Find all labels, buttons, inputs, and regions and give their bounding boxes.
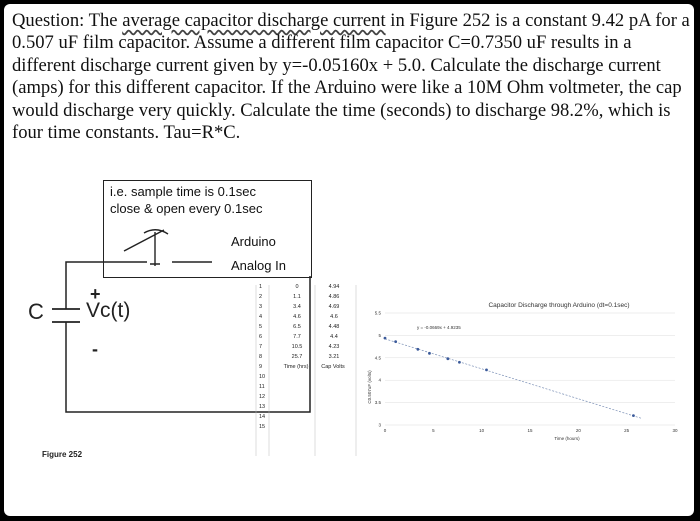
data-point [632,414,635,417]
x-tick-label: 10 [479,428,485,433]
vc-label: Vc(t) [86,299,131,322]
y-tick-label: 4.5 [374,355,381,361]
minus-sign: - [92,339,98,359]
data-point [446,357,449,360]
question-body: in Figure 252 is a constant 9.42 pA for a 0.507 uF film capacitor. Assume a different film capacitor C=0.7350 uF results in a different discharge current given by y=-0.05160x + 5.0. Calculate the discharge current (amps) for this different capacitor. If the Arduino were like a 10M Ohm voltmeter, the cap would discharge very quickly. Calculate the time (seconds) to discharge 98.2%, which is four time constants. Tau=R*C. [12,10,690,144]
table-row: 4 4.6 4.6 [259,314,338,320]
trendline-label: y = -0.0669x + 4.9235 [417,325,461,330]
table-row: 11 [259,384,265,390]
data-point [394,340,397,343]
sample-time-line: i.e. sample time is 0.1sec [110,184,256,199]
plus-sign: + [90,284,101,304]
discharge-chart [359,287,689,447]
x-axis-label: Time (hours) [554,436,580,441]
table-row: 12 [259,394,266,400]
table-row: 3 3.4 4.69 [259,304,340,310]
data-point [416,348,419,351]
y-tick-label: 5.5 [374,310,381,316]
x-tick-label: 15 [527,428,533,433]
y-tick-label: 3 [378,422,381,428]
figure-caption: Figure 252 [42,450,83,459]
table-row: 15 [259,424,266,430]
table-row: 8 25.7 3.21 [259,354,340,360]
table-header-row: 9 Time (hrs) Cap Volts [259,364,345,370]
close-open-line: close & open every 0.1sec [110,201,263,216]
data-point [458,361,461,364]
table-row: 1 0 4.94 [259,284,340,290]
table-row: 7 10.5 4.23 [259,344,340,350]
question-lead: Question: The [12,10,123,31]
x-tick-label: 25 [624,428,630,433]
y-tick-label: 5 [378,332,381,338]
table-row: 5 6.5 4.48 [259,324,340,330]
y-tick-label: 4 [378,377,381,383]
document-page [4,4,694,516]
data-point [384,337,387,340]
table-row: 6 7.7 4.4 [259,334,338,340]
switch-icon [124,230,168,266]
x-tick-label: 20 [575,428,581,433]
table-row: 14 [259,414,266,420]
data-point [428,352,431,355]
data-point [485,368,488,371]
trendline [385,339,641,418]
question-underlined-phrase: average capacitor discharge current [122,10,386,31]
x-tick-label: 5 [432,428,435,433]
chart-title: Capacitor Discharge through Arduino (dt=0.1sec) [488,302,630,309]
table-row: 2 1.1 4.86 [259,294,340,300]
table-row: 13 [259,404,266,410]
capacitor-label: C [28,299,44,324]
y-tick-label: 3.5 [374,400,381,406]
arduino-label: Arduino [231,234,276,249]
y-axis-label: C0.507uF (volts) [367,370,372,404]
x-tick-label: 30 [672,428,678,433]
analog-in-label: Analog In [231,258,286,273]
table-row: 10 [259,374,266,380]
x-tick-label: 0 [383,428,387,433]
